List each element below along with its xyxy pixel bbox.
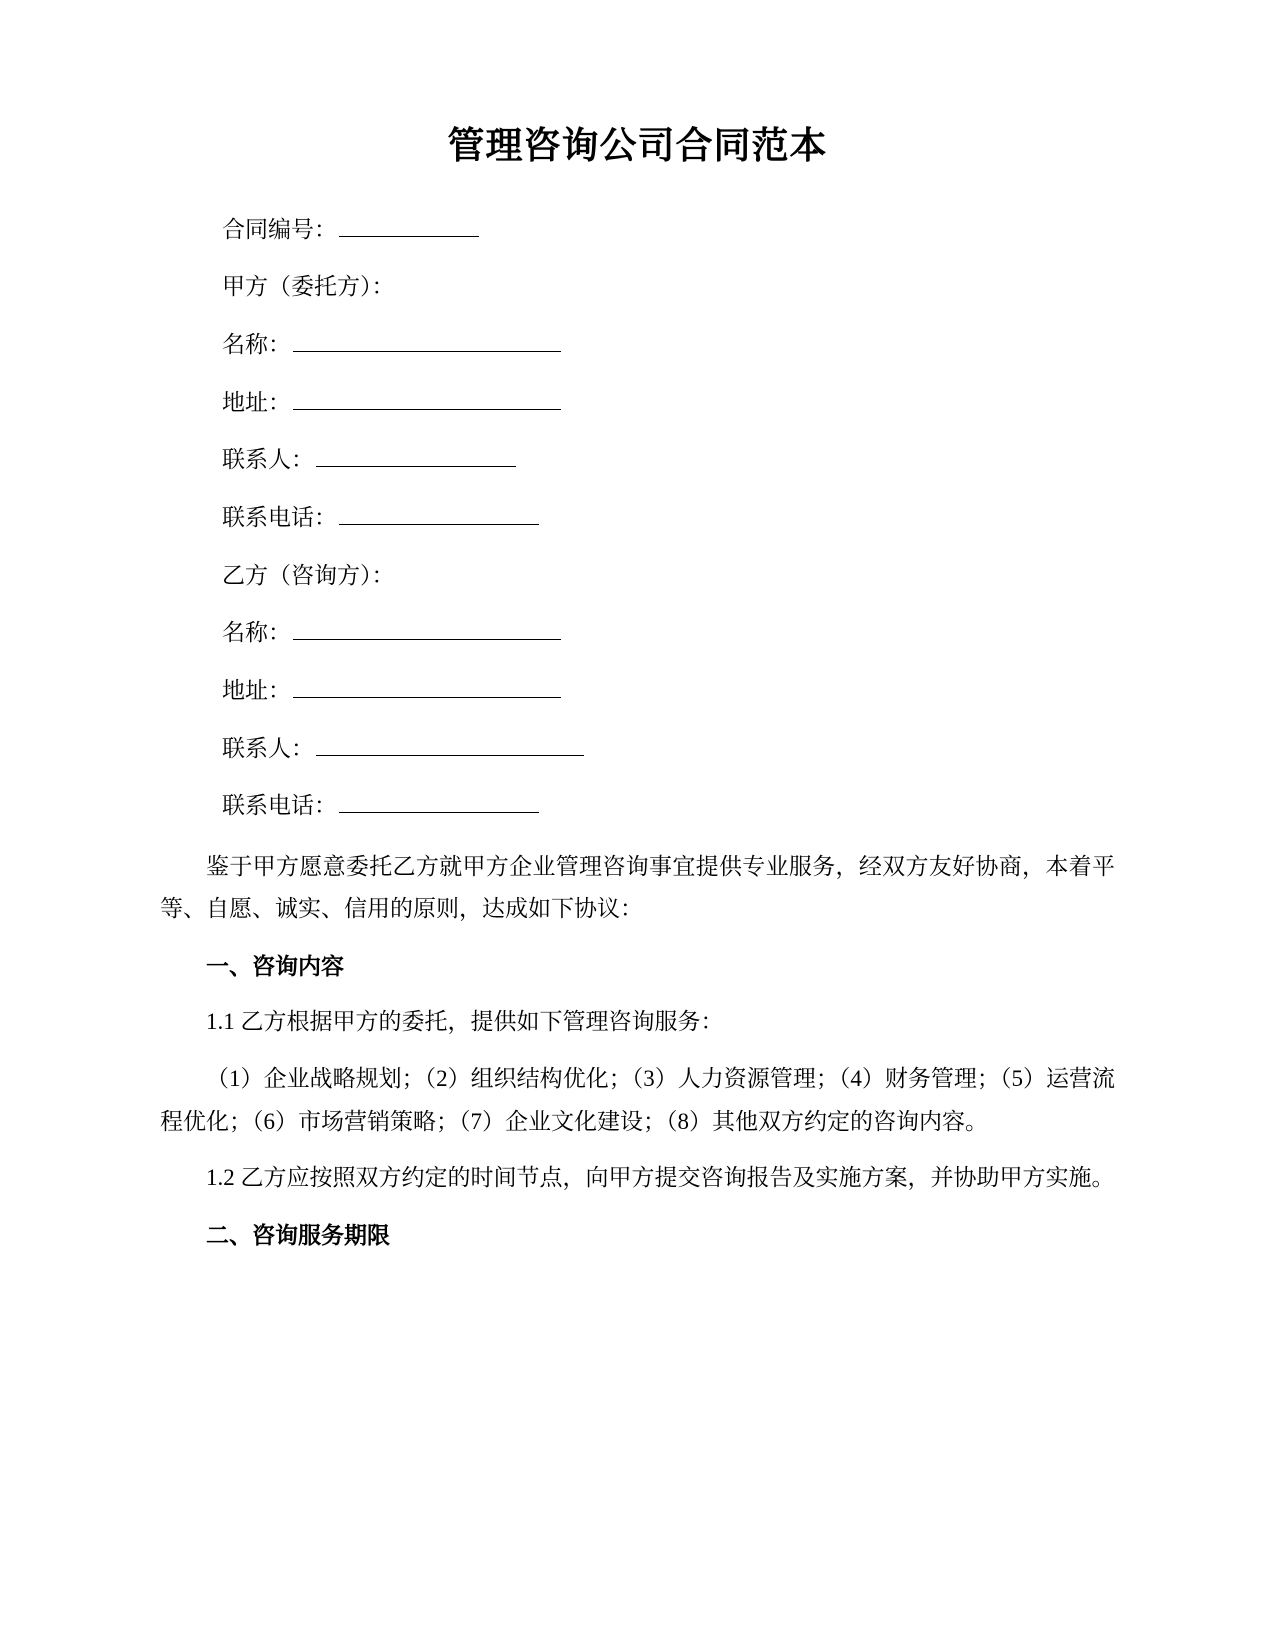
field-label-party-b-name: 名称： [222,620,291,646]
field-party-b-name [160,615,1115,651]
blank-party-a-contact[interactable] [316,445,516,468]
section-heading-2: 二、咨询服务期限 [206,1221,390,1248]
field-contract-number [160,212,1115,248]
field-party-b-contact [160,731,1115,767]
field-party-b-address [160,673,1115,709]
party-b-heading: 乙方（咨询方）： [222,562,395,588]
field-party-b-phone [160,788,1115,824]
blank-party-b-contact[interactable] [316,733,584,756]
party-a-heading: 甲方（委托方）： [222,274,395,300]
blank-party-b-phone[interactable] [339,790,539,813]
field-label-party-b-phone: 联系电话： [222,793,337,819]
field-label-party-a-address: 地址： [222,389,291,415]
page-title: 管理咨询公司合同范本 [447,125,828,166]
preamble-paragraph: 鉴于甲方愿意委托乙方就甲方企业管理咨询事宜提供专业服务，经双方友好协商，本着平等、自愿、诚实、信用的原则，达成如下协议： [160,853,1115,922]
blank-contract-number[interactable] [339,214,479,237]
field-party-a-address [160,385,1115,421]
field-label-party-b-address: 地址： [222,677,291,703]
blank-party-a-phone[interactable] [339,502,539,525]
field-label-party-b-contact: 联系人： [222,735,314,761]
blank-party-b-name[interactable] [293,617,561,640]
clause-1-1-list: （1）企业战略规划；（2）组织结构优化；（3）人力资源管理；（4）财务管理；（5）运营流程优化；（6）市场营销策略；（7）企业文化建设；（8）其他双方约定的咨询内容。 [160,1066,1115,1134]
blank-party-b-address[interactable] [293,675,561,698]
section-heading-1: 一、咨询内容 [206,952,344,979]
field-label-party-a-phone: 联系电话： [222,505,337,530]
field-party-a-phone [160,500,1115,536]
blank-party-a-address[interactable] [293,387,561,410]
field-label-contract-number: 合同编号： [222,216,337,242]
blank-party-a-name[interactable] [293,329,561,352]
clause-1-1: 1.1 乙方根据甲方的委托，提供如下管理咨询服务： [206,1009,724,1035]
field-label-party-a-contact: 联系人： [222,447,314,473]
field-label-party-a-name: 名称： [222,332,291,358]
clause-1-2: 1.2 乙方应按照双方约定的时间节点，向甲方提交咨询报告及实施方案，并协助甲方实施。 [206,1165,1115,1191]
field-party-a-contact [160,442,1115,478]
field-party-a-name [160,327,1115,363]
